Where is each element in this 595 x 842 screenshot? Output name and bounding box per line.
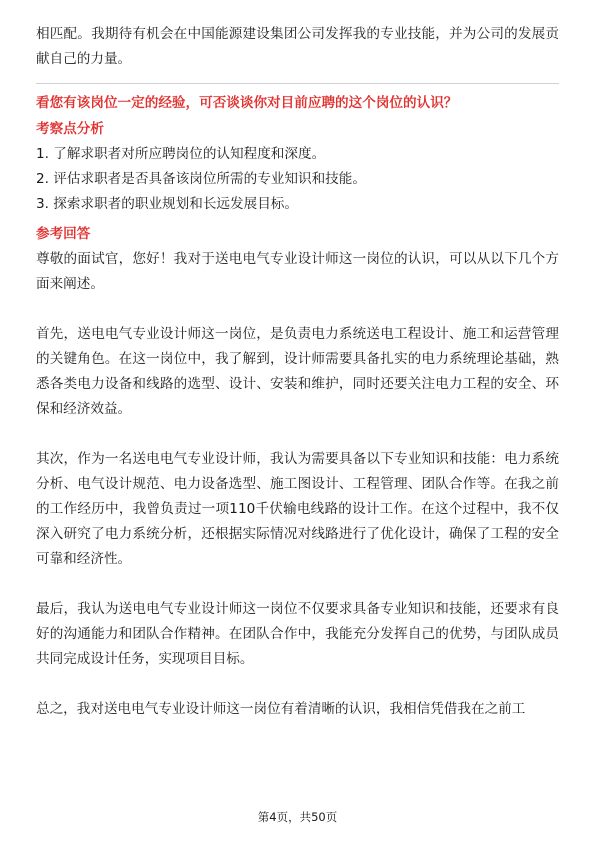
answer-paragraph: 最后，我认为送电电气专业设计师这一岗位不仅要求具备专业知识和技能，还要求有良好的沟通能力和团队合作精神。在团队合作中，我能充分发挥自己的优势，与团队成员共同完成设计任务，实现项目目标。 xyxy=(36,601,559,667)
section-divider xyxy=(36,83,559,84)
analysis-item: 1. 了解求职者对所应聘岗位的认知程度和深度。 xyxy=(36,146,326,162)
analysis-item: 2. 评估求职者是否具备该岗位所需的专业知识和技能。 xyxy=(36,171,366,187)
answer-paragraph: 其次，作为一名送电电气专业设计师，我认为需要具备以下专业知识和技能：电力系统分析、电气设计规范、电力设备选型、施工图设计、工程管理、团队合作等。在我之前的工作经历中，我曾负责过一项110千伏输电线路的设计工作。在这个过程中，我不仅深入研究了电力系统分析，还根据实际情况对线路进行了优化设计，确保了工程的安全可靠和经济性。 xyxy=(36,451,559,567)
document-page xyxy=(36,22,559,722)
answer-paragraph: 总之，我对送电电气专业设计师这一岗位有着清晰的认识，我相信凭借我在之前工 xyxy=(36,701,526,717)
answer-paragraph: 尊敬的面试官，您好！我对于送电电气专业设计师这一岗位的认识，可以从以下几个方面来阐述。 xyxy=(36,251,559,292)
interview-question: 看您有该岗位一定的经验，可否谈谈你对目前应聘的这个岗位的认识？ xyxy=(36,95,458,111)
page-number-footer: 第4页，共50页 xyxy=(257,810,338,824)
analysis-item: 3. 探索求职者的职业规划和长远发展目标。 xyxy=(36,196,298,212)
answer-title: 参考回答 xyxy=(36,226,91,242)
answer-paragraph: 首先，送电电气专业设计师这一岗位，是负责电力系统送电工程设计、施工和运营管理的关键角色。在这一岗位中，我了解到，设计师需要具备扎实的电力系统理论基础，熟悉各类电力设备和线路的选型、设计、安装和维护，同时还要关注电力工程的安全、环保和经济效益。 xyxy=(36,326,559,417)
analysis-title: 考察点分析 xyxy=(36,121,104,137)
intro-tail-paragraph: 相匹配。我期待有机会在中国能源建设集团公司发挥我的专业技能，并为公司的发展贡献自己的力量。 xyxy=(36,26,559,67)
analysis-list xyxy=(36,142,559,217)
